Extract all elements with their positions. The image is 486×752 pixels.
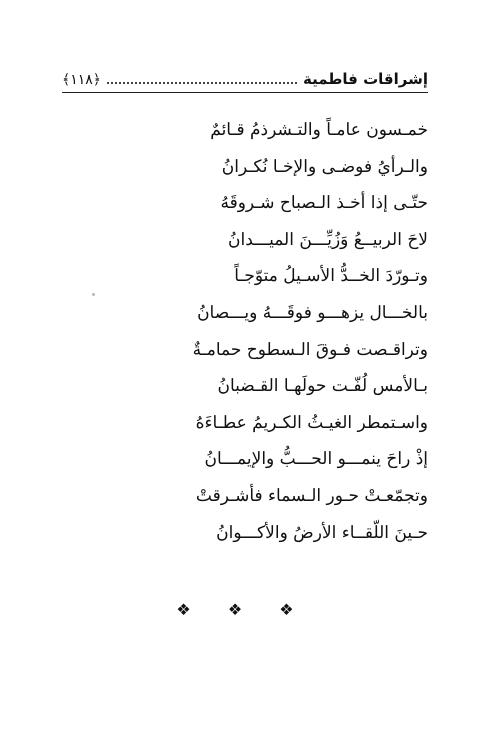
page-number: ﴿١١٨﴾ [62,72,101,88]
verse-line: بـالأمس لُفّـت حولَهـا القـضبانُ [217,376,428,397]
section-end-ornament: ❖ ❖ ❖ [176,600,310,619]
verse-line: حتّـى إذا أخـذ الـصباح شـروقَهُ [220,193,428,214]
verse-line: وتـورّدَ الخــدُّ الأسـيلُ متوّجـاً [234,266,428,287]
book-title: إشراقات فاطمية [303,70,428,88]
verse-line: خمـسون عامـاً والتـشرذمُ قـائمٌ [210,120,428,140]
dotted-leader [107,81,297,84]
verse-line: واسـتمطر الغيـثُ الكـريمُ عطـاءَهُ [195,412,428,433]
verse-line: وتجمّعـتْ حـور الـسماء فأشـرقتْ [195,485,428,506]
verse-line: حـينَ اللّقــاء الأرضُ والأكـــوانُ [216,522,428,543]
verse-line: بالخـــال يزهـــو فوقَـــهُ ويـــصانُ [197,302,428,323]
verse-line: لاحَ الربيــعُ وَزُيِّـــنَ الميـــدانُ [228,229,428,250]
print-speck [92,293,95,296]
verse-line: والـرأيُ فوضـى والإخـا نُكـرانُ [221,156,428,177]
verse-line: إذْ راحَ ينمـــو الحـــبُّ والإيمـــانُ [204,449,428,470]
verse-line: وتراقـصت فـوقَ الـسطوح حمامـةٌ [192,339,428,360]
poem-body [62,112,428,551]
page-header [62,58,428,93]
